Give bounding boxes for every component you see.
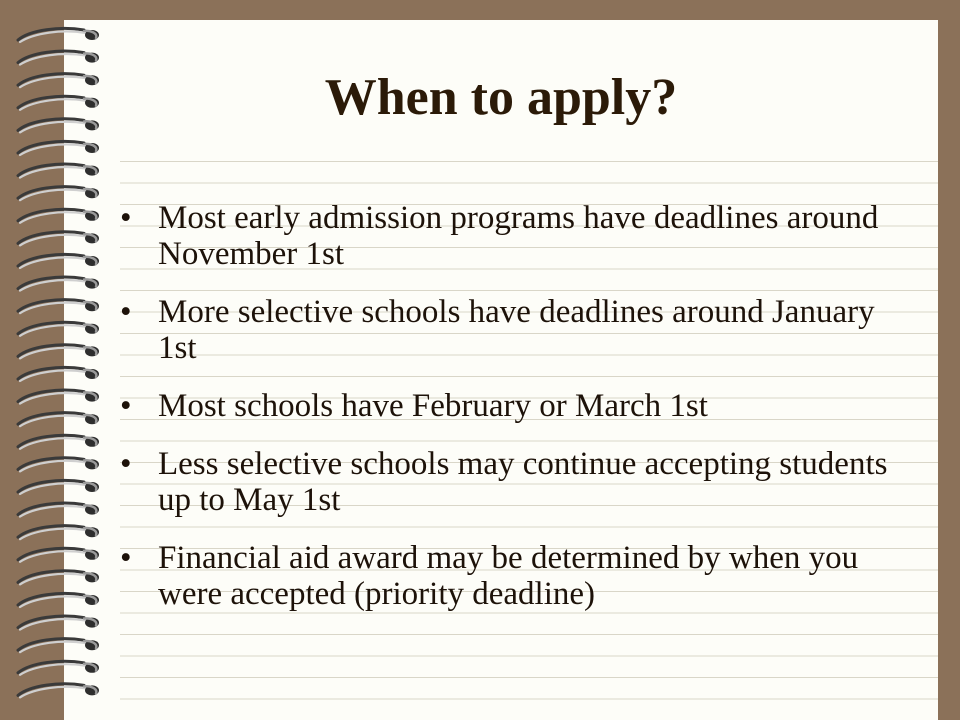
bullet-dot: •	[120, 388, 132, 424]
bullet-text: More selective schools have deadlines around January 1st	[158, 294, 875, 366]
bullet-item	[116, 446, 916, 518]
bullet-text: Most early admission programs have deadlines around November 1st	[158, 200, 879, 272]
bullet-item	[116, 200, 916, 272]
spiral-binding-icon	[0, 20, 110, 720]
bullet-text: Financial aid award may be determined by when you were accepted (priority deadline)	[158, 540, 859, 612]
bullet-text: Most schools have February or March 1st	[158, 388, 708, 424]
slide-title: When to apply?	[324, 69, 678, 126]
bullet-item	[116, 294, 916, 366]
bullet-item	[116, 540, 916, 612]
bullet-list	[116, 200, 916, 634]
bullet-dot: •	[120, 294, 132, 330]
bullet-dot: •	[120, 540, 132, 576]
bullet-item	[116, 388, 916, 424]
bullet-text: Less selective schools may continue accepting students up to May 1st	[158, 446, 888, 518]
bullet-dot: •	[120, 200, 132, 236]
bullet-dot: •	[120, 446, 132, 482]
